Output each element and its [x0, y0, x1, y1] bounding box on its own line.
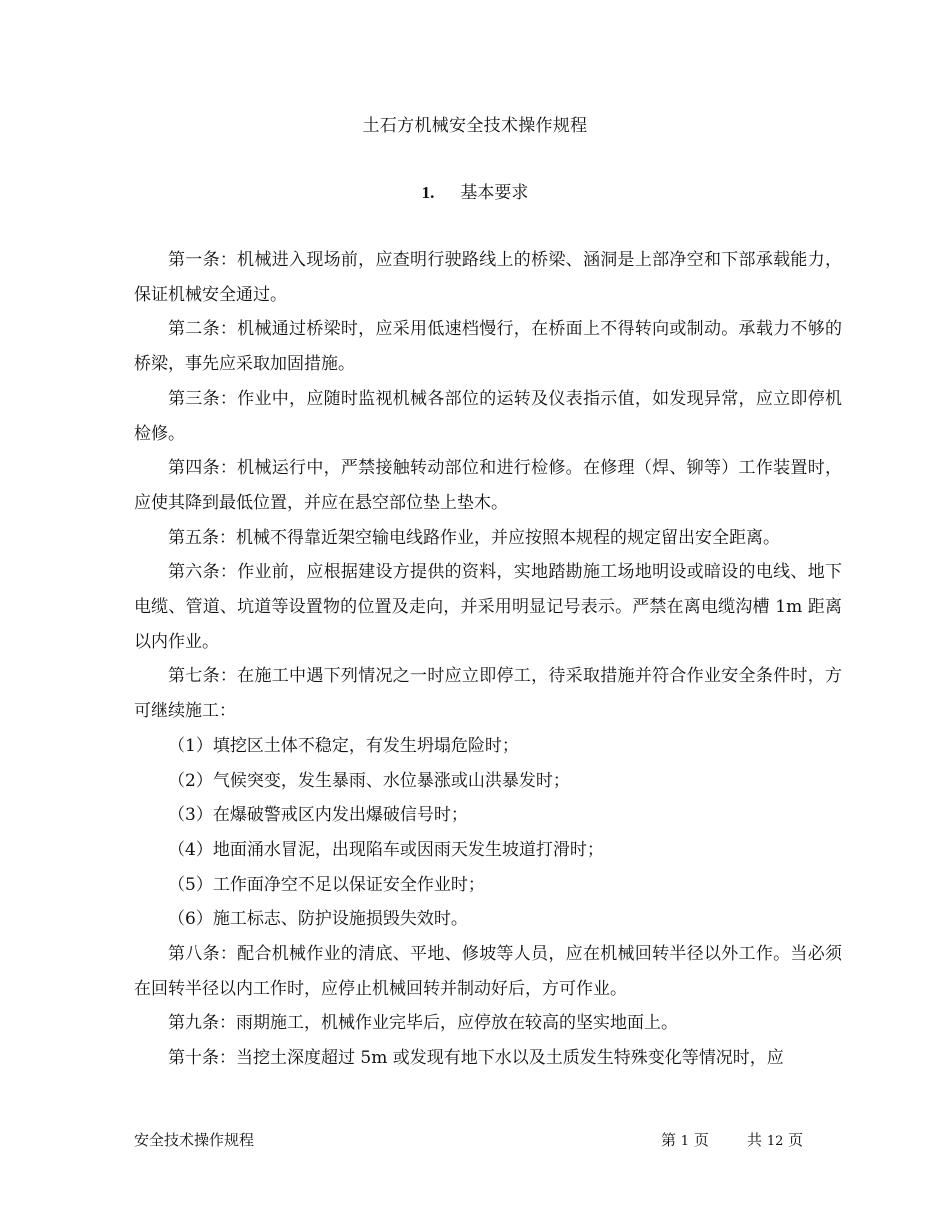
page-indicator — [661, 1129, 803, 1150]
article-8: 第八条：配合机械作业的清底、平地、修坡等人员，应在机械回转半径以外工作。当必须在回转半径以内工作时，应停止机械回转并制动好后，方可作业。 — [134, 944, 842, 999]
article-1: 第一条：机械进入现场前，应查明行驶路线上的桥梁、涵洞是上部净空和下部承载能力，保证机械安全通过。 — [134, 250, 842, 305]
condition-item-1: （1）填挖区土体不稳定，有发生坍塌危险时； — [168, 735, 519, 756]
document-title: 土石方机械安全技术操作规程 — [362, 116, 588, 136]
document-body — [134, 243, 842, 1076]
article-4: 第四条：机械运行中，严禁接触转动部位和进行检修。在修理（焊、铆等）工作装置时，应使其降到最低位置，并应在悬空部位垫上垫木。 — [134, 458, 842, 513]
section-title: 基本要求 — [460, 183, 529, 203]
page-footer — [134, 1129, 842, 1149]
article-6: 第六条：作业前，应根据建设方提供的资料，实地踏勘施工场地明设或暗设的电线、地下电缆、管道、坑道等设置物的位置及走向，并采用明显记号表示。严禁在离电缆沟槽 1m 距离以内作业。 — [134, 562, 842, 652]
article-5: 第五条：机械不得靠近架空输电线路作业，并应按照本规程的规定留出安全距离。 — [168, 527, 780, 548]
section-heading — [0, 178, 950, 203]
condition-item-2: （2）气候突变，发生暴雨、水位暴涨或山洪暴发时； — [168, 770, 570, 791]
condition-item-3: （3）在爆破警戒区内发出爆破信号时； — [168, 805, 468, 826]
article-7: 第七条：在施工中遇下列情况之一时应立即停工，待采取措施并符合作业安全条件时，方可继续施工： — [134, 666, 842, 722]
article-9: 第九条：雨期施工，机械作业完毕后，应停放在较高的坚实地面上。 — [168, 1013, 678, 1034]
total-prefix: 共 — [747, 1131, 763, 1149]
page-suffix: 页 — [693, 1131, 709, 1149]
total-suffix: 页 — [788, 1131, 804, 1149]
page-number: 1 — [680, 1134, 690, 1149]
footer-title: 安全技术操作规程 — [134, 1131, 255, 1149]
page-prefix: 第 — [661, 1131, 677, 1149]
article-10: 第十条：当挖土深度超过 5m 或发现有地下水以及土质发生特殊变化等情况时，应 — [168, 1048, 784, 1069]
condition-item-4: （4）地面涌水冒泥，出现陷车或因雨天发生坡道打滑时； — [168, 839, 604, 860]
condition-item-5: （5）工作面净空不足以保证安全作业时； — [168, 874, 485, 895]
condition-item-6: （6）施工标志、防护设施损毁失效时。 — [168, 909, 468, 930]
article-3: 第三条：作业中，应随时监视机械各部位的运转及仪表指示值，如发现异常，应立即停机检修。 — [134, 388, 842, 444]
total-pages: 12 — [766, 1134, 784, 1149]
article-2: 第二条：机械通过桥梁时，应采用低速档慢行，在桥面上不得转向或制动。承载力不够的桥梁，事先应采取加固措施。 — [134, 319, 842, 375]
section-number: 1. — [421, 183, 435, 202]
